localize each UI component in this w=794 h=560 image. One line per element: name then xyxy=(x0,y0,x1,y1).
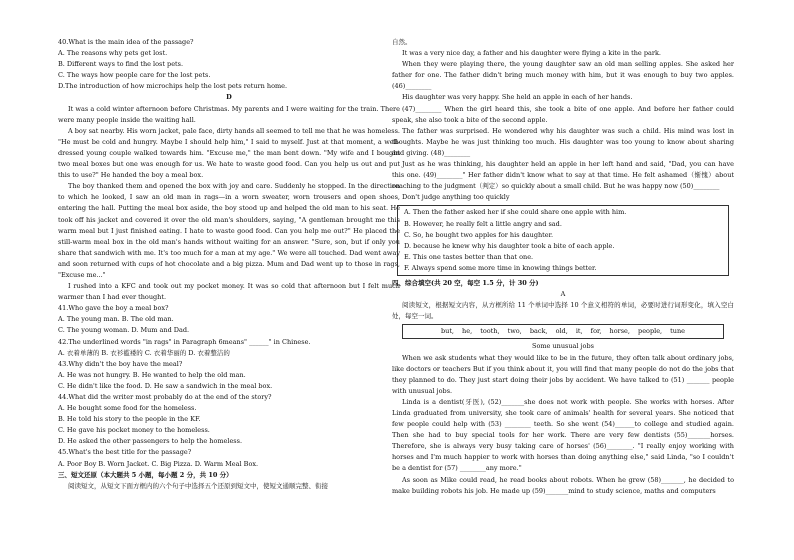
text-line: 45.What's the best title for the passage? xyxy=(58,448,192,457)
text-line: The father was surprised. He wondered why his daughter was such a child. His mind was lost in thoughts. Maybe he was just thinking too much. His daughter was too young to know about sharing and giving. (48)________ xyxy=(392,126,734,157)
text-line: As soon as Mike could read, he read books about robots. When he grew (58)_______, he decided to make building robots his job. He made up (59)_______mind to study science, maths and computers xyxy=(392,475,734,495)
text-line: 42.The underlined words "in rags" in Paragraph 6means" ______" in Chinese. xyxy=(58,337,311,346)
text-line: Linda is a dentist(牙医), (52)_______she does not work with people. She works with horses. After Linda graduated from university, she took care of animals' health for several years. She noticed that few people could help with (53) ________ teeth. So she went (54)______to college and studied again. Then she had to buy special tools for her work. There are very few dentists (55)_______horses. Therefore, she is always very busy taking care of horses' (56)________. "I really enjoy working with horses and I'm much happier to work with horses than doing anything else," said Linda, "so I couldn't be a dentist for (57) ________any more." xyxy=(392,397,734,473)
text-line: 阅读短文，从短文下面方框内的六个句子中选择五个还原到短文中，使短文通顺完整、衔接 xyxy=(68,481,328,490)
text-line: When we ask students what they would like to be in the future, they often talk about ordinary jobs, like doctors or teachers But if you think about it, you will find that many people do not do the jobs that they planned to do. They just start doing their jobs by accident. We have talked to (51) _______ people with unusual jobs. xyxy=(392,353,734,395)
option-item: E. This one tastes better than that one. xyxy=(404,252,534,261)
text-line: B. He told his story to the people in the KF. xyxy=(58,415,201,424)
text-line: A. The young man. B. The old man. xyxy=(58,315,174,324)
text-line: C. The young woman. D. Mum and Dad. xyxy=(58,326,190,335)
text-line: 自然。 xyxy=(392,38,412,46)
text-line: Just as he was thinking, his daughter held an apple in her left hand and said, "Dad, you can have this one. (49)________" Her father didn't know what to say at that time. He felt ashamed（惭愧）about reaching to the judgment（判定）so quickly about a small child. But he was happy now (50)________ xyxy=(392,160,734,191)
text-line: 40.What is the main idea of the passage? xyxy=(58,38,194,46)
text-line: 三、短文还原（本大题共 5 小题，每小题 2 分，共 10 分） xyxy=(58,470,233,479)
section4-heading: 四、综合填空(共 20 空，每空 1.5 分，计 30 分) xyxy=(392,278,539,287)
text-line: Don't judge anything too quickly xyxy=(402,193,510,202)
text-line: C. The ways how people care for the lost pets. xyxy=(58,71,211,80)
word-box: but, he, tooth, two, back, old, it, for, horse, people, tune xyxy=(402,324,724,339)
section4-instructions: 阅读短文，根据短文内容，从方框所给 11 个单词中选择 10 个意义相符的单词，必要时进行词形变化，填入空白处，每空一词。 xyxy=(392,301,734,321)
option-item: B. However, he really felt a little angry and sad. xyxy=(404,219,562,228)
option-item: C. So, he bought two apples for his daughter. xyxy=(404,230,554,239)
text-line: A. 衣着单薄的 B. 衣衫褴褛的 C. 衣着华丽的 D. 衣着整洁的 xyxy=(58,348,230,357)
text-line: I rushed into a KFC and took out my pocket money. It was so cold that afternoon but I felt much warmer than I had ever thought. xyxy=(58,282,400,302)
option-item: A. Then the father asked her if she could share one apple with him. xyxy=(404,208,627,217)
text-line: D.The introduction of how microchips help the lost pets return home. xyxy=(58,82,288,91)
text-line: C. He didn't like the food. D. He saw a sandwich in the meal box. xyxy=(58,381,273,390)
text-line: When they were playing there, the young daughter saw an old man selling apples. She asked her father for one. The father didn't bring much money with him, but it was enough to buy two apples. (46)________ xyxy=(392,60,734,91)
text-line: It was a cold winter afternoon before Christmas. My parents and I were waiting for the train. There were many people inside the waiting hall. xyxy=(58,104,400,124)
text-line: A. Poor Boy B. Worn Jacket. C. Big Pizza. D. Warm Meal Box. xyxy=(58,459,259,468)
text-line: A. He was not hungry. B. He wanted to help the old man. xyxy=(58,370,246,379)
text-line: A boy sat nearby. His worn jacket, pale face, dirty hands all seemed to tell me that he was homeless. "He must be cold and hungry. Maybe I should help him," I said to myself. Just at that moment, a well-dressed young couple walked towards him. "Excuse me," the man bent down. "My wife and I bought two meal boxes but one was enough for us. We hate to waste good food. Can you help us out and put this to use?" He handed the boy a meal box. xyxy=(58,126,400,180)
text-line: B. Different ways to find the lost pets. xyxy=(58,60,184,69)
text-line: A. He bought some food for the homeless. xyxy=(58,404,197,413)
text-line: The boy thanked them and opened the box with joy and care. Suddenly he stopped. In the direction to which he looked, I saw an old man in rags—in a worn sweater, worn trousers and open shoes, entering the hall. Putting the meal box aside, the boy stood up and helped the old man to his seat. He took off his jacket and covered it over the old man's shoulders, saying, "A gentleman brought me this warm meal but I just finished eating. I hate to waste good food. Can you help me out?" He placed the still-warm meal box in the old man's hands without waiting for an answer. "Sure, son, but if only you share that sandwich with me. It's too much for a man at my age." We were all touched. Dad went away and soon returned with cups of hot chocolate and a big pizza. Mum and Dad went up to those in rags, "Excuse me..." xyxy=(58,182,400,279)
right-column xyxy=(392,37,734,497)
text-line: C. He gave his pocket money to the homeless. xyxy=(58,426,210,435)
options-box xyxy=(397,205,729,276)
reading-passage-fill xyxy=(392,353,734,497)
text-line: 43.Why didn't the boy have the meal? xyxy=(58,359,183,368)
left-column xyxy=(58,37,400,492)
text-line: It was a very nice day, a father and his daughter were flying a kite in the park. xyxy=(402,49,661,58)
text-line: A. The reasons why pets get lost. xyxy=(58,49,168,58)
option-item: D. because he knew why his daughter took a bite of each apple. xyxy=(404,241,615,250)
text-line: D xyxy=(226,93,232,102)
text-line: 41.Who gave the boy a meal box? xyxy=(58,304,169,313)
text-line: D. He asked the other passengers to help the homeless. xyxy=(58,437,243,446)
section4-label: A xyxy=(560,290,566,299)
reading-passage-c xyxy=(392,37,734,203)
text-line: His daughter was very happy. She held an apple in each of her hands. xyxy=(402,93,633,102)
passage-title: Some unusual jobs xyxy=(532,342,594,351)
text-line: 44.What did the writer most probably do at the end of the story? xyxy=(58,393,272,401)
text-line: (47)________ When the girl heard this, she took a bite of one apple. And before her father could speak, she also took a bite of the second apple. xyxy=(392,104,734,124)
option-item: F. Always spend some more time in knowing things better. xyxy=(404,263,597,272)
